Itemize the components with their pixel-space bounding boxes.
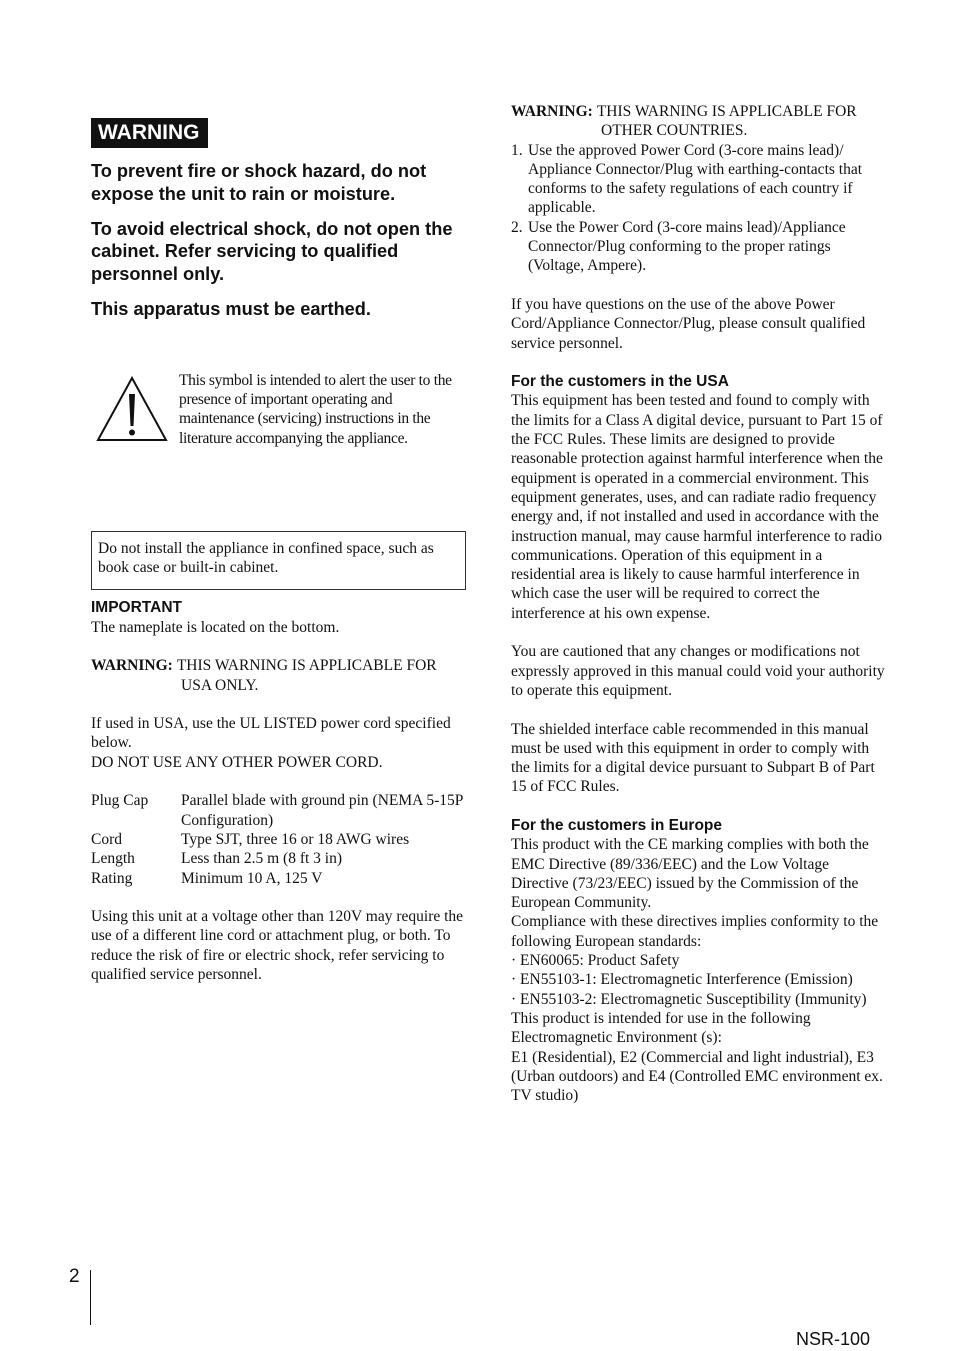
table-row <box>91 869 466 888</box>
spec-key: Length <box>91 850 135 868</box>
usa-cord-text: If used in USA, use the UL LISTED power cord specified below. <box>91 715 451 752</box>
spec-key: Rating <box>91 869 133 887</box>
electrical-shock-statement: To avoid electrical shock, do not open the cabinet. Refer servicing to qualified personnel only. <box>91 218 453 285</box>
page-number: 2 <box>69 1266 80 1287</box>
list-item: · EN55103-2: Electromagnetic Susceptibility (Immunity) <box>511 990 867 1008</box>
spec-key: Cord <box>91 830 122 848</box>
usa-cord-caps: DO NOT USE ANY OTHER POWER CORD. <box>91 753 383 771</box>
spec-value: Type SJT, three 16 or 18 AWG wires <box>181 830 410 848</box>
power-cord-spec-table <box>91 791 466 887</box>
environment-list: E1 (Residential), E2 (Commercial and light industrial), E3 (Urban outdoors) and E4 (Controlled EMC environment ex. TV studio) <box>511 1048 883 1105</box>
modifications-caution-text: You are cautioned that any changes or modifications not expressly approved in this manual could void your authority to operate this equipment. <box>511 643 885 699</box>
list-item: 2. Use the Power Cord (3-core mains lead)/Appliance Connector/Plug conforming to the proper ratings (Voltage, Ampere). <box>511 218 846 275</box>
european-standards-intro: Compliance with these directives implies conformity to the following European standards: <box>511 913 879 950</box>
installation-notice-text: Do not install the appliance in confined space, such as book case or built-in cabinet. <box>98 539 434 577</box>
spec-value: Minimum 10 A, 125 V <box>181 869 323 887</box>
ce-marking-text: This product with the CE marking complies with both the EMC Directive (89/336/EEC) and the Low Voltage Directive (73/23/EEC) issued by the Commission of the European Community. <box>511 836 869 912</box>
list-item: · EN55103-1: Electromagnetic Interference (Emission) <box>511 971 853 989</box>
environment-intro: This product is intended for use in the following Electromagnetic Environment (s): <box>511 1009 811 1047</box>
questions-text: If you have questions on the use of the above Power Cord/Appliance Connector/Plug, please consult qualified service personnel. <box>511 295 866 352</box>
table-row <box>91 830 466 849</box>
model-code: NSR-100 <box>796 1329 871 1349</box>
voltage-warning-text: Using this unit at a voltage other than 120V may require the use of a different line cord or attachment plug, or both. To reduce the risk of fire or electric shock, refer servicing to qualified service personnel. <box>91 908 464 984</box>
usa-customers-heading: For the customers in the USA <box>511 373 729 391</box>
exclamation-triangle-icon <box>96 376 168 442</box>
spec-value: Less than 2.5 m (8 ft 3 in) <box>181 850 343 868</box>
warning-badge: WARNING <box>91 118 466 148</box>
earthed-statement: This apparatus must be earthed. <box>91 298 371 319</box>
spec-value: Parallel blade with ground pin (NEMA 5-15P Configuration) <box>181 792 463 829</box>
warning-usa <box>91 656 466 695</box>
warning-other-line2: OTHER COUNTRIES. <box>601 122 748 140</box>
list-item: · EN60065: Product Safety <box>511 952 680 970</box>
table-row <box>91 849 466 868</box>
warning-usa-label: WARNING: <box>91 657 173 675</box>
fire-shock-statement: To prevent fire or shock hazard, do not expose the unit to rain or moisture. <box>91 161 427 204</box>
warning-other-label: WARNING: <box>511 103 593 120</box>
important-text: The nameplate is located on the bottom. <box>91 618 340 636</box>
europe-customers-heading: For the customers in Europe <box>511 816 723 834</box>
fcc-compliance-text: This equipment has been tested and found to comply with the limits for a Class A digital device, pursuant to Part 15 of the FCC Rules. These limits are designed to provide reasonable protection against harmful interference when the equipment is operated in a commercial environment. This equipment generates, uses, and can radiate radio frequency energy and, if not installed and used in accordance with the instruction manual, may cause harmful interference to radio communications. Operation of this equipment in a residential area is likely to cause harmful interference in which case the user will be required to correct the interference at his own expense. <box>511 392 883 622</box>
warning-other-line1: THIS WARNING IS APPLICABLE FOR <box>596 103 857 120</box>
spec-key: Plug Cap <box>91 792 149 810</box>
alert-symbol-description: This symbol is intended to alert the user to the presence of important operating and maintenance (servicing) instructions in the literature accompanying the appliance. <box>179 371 452 447</box>
right-column <box>511 102 887 1105</box>
installation-notice-box <box>91 531 466 591</box>
important-heading: IMPORTANT <box>91 599 182 617</box>
warning-usa-line2: USA ONLY. <box>181 676 259 694</box>
list-item: 1. Use the approved Power Cord (3-core mains lead)/ Appliance Connector/Plug with earthing-contacts that conforms to the safety regulations of each country if applicable. <box>511 141 863 217</box>
left-column <box>91 118 466 984</box>
alert-symbol-block <box>91 371 466 471</box>
warning-usa-line1: THIS WARNING IS APPLICABLE FOR <box>176 657 437 675</box>
page-number-rule <box>90 1270 91 1325</box>
table-row <box>91 791 466 830</box>
shielded-cable-text: The shielded interface cable recommended in this manual must be used with this equipment in order to comply with the limits for a digital device pursuant to Subpart B of Part 15 of FCC Rules. <box>511 720 875 796</box>
warning-other-countries <box>511 102 887 141</box>
